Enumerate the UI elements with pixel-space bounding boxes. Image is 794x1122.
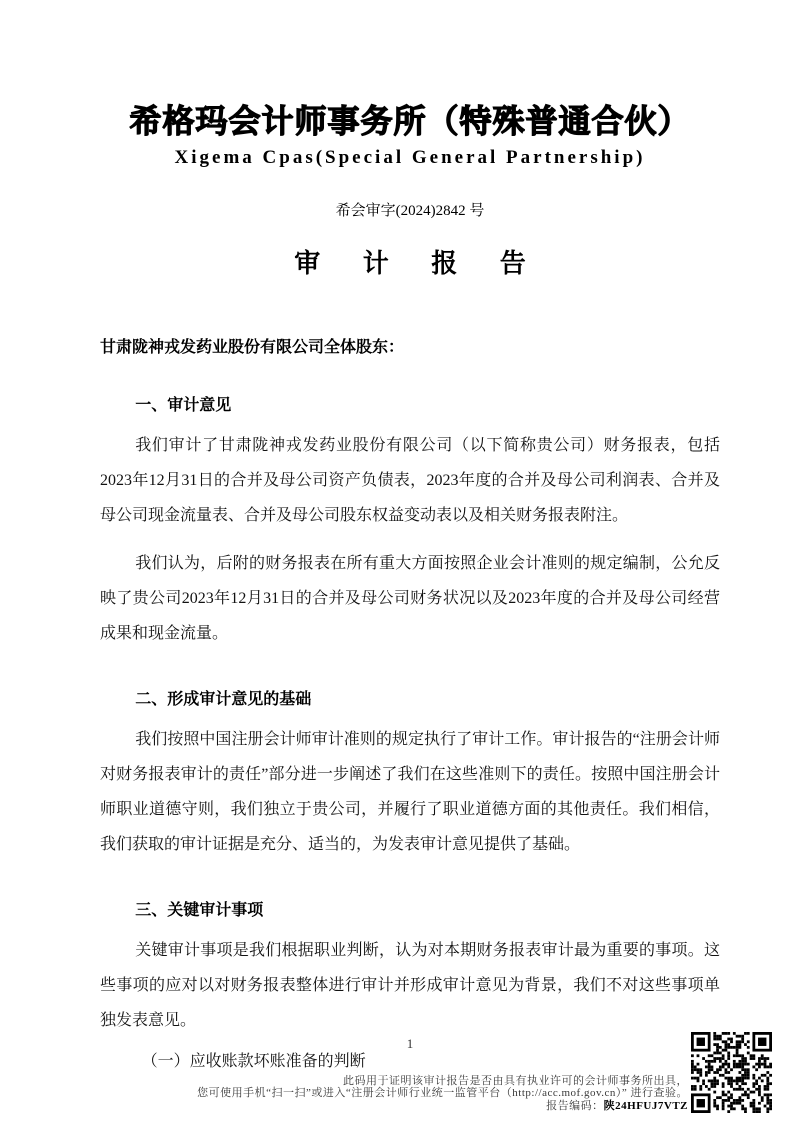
verification-note-line3 [128, 1100, 688, 1113]
paragraph-key-audit-matters: 关键审计事项是我们根据职业判断，认为对本期财务报表审计最为重要的事项。这些事项的应对以对财务报表整体进行审计并形成审计意见为背景，我们不对这些事项单独发表意见。 [100, 942, 720, 1029]
verification-note [128, 1075, 688, 1113]
page-number: 1 [406, 1036, 414, 1051]
report-code-label: 报告编码： [546, 1099, 604, 1112]
paragraph-audit-opinion-2: 我们认为，后附的财务报表在所有重大方面按照企业会计准则的规定编制，公允反映了贵公司2023年12月31日的合并及母公司财务状况以及2023年度的合并及母公司经营成果和现金流量。 [100, 555, 720, 642]
report-code-value: 陕24HFUJ7VTZ [603, 1099, 688, 1112]
report-title: 审 计 报 告 [294, 249, 544, 278]
report-reference-number: 希会审字(2024)2842 号 [335, 203, 485, 219]
qr-code-icon [691, 1032, 772, 1113]
subsection-heading-receivables-bad-debt: （一）应收账款坏账准备的判断 [141, 1053, 366, 1070]
addressee-line: 甘肃陇神戎发药业股份有限公司全体股东： [100, 339, 405, 356]
qr-code-svg [691, 1032, 772, 1113]
document-content [100, 0, 720, 1079]
firm-name-english: Xigema Cpas(Special General Partnership) [174, 147, 646, 168]
section-heading-key-audit-matters: 三、关键审计事项 [135, 902, 264, 919]
paragraph-basis-for-opinion: 我们按照中国注册会计师审计准则的规定执行了审计工作。审计报告的“注册会计师对财务报表审计的责任”部分进一步阐述了我们在这些准则下的责任。按照中国注册会计师职业道德守则，我们独立于贵公司，并履行了职业道德方面的其他责任。我们相信，我们获取的审计证据是充分、适当的，为发表审计意见提供了基础。 [100, 731, 720, 853]
section-heading-basis-for-opinion: 二、形成审计意见的基础 [135, 691, 312, 708]
verification-note-line1: 此码用于证明该审计报告是否由具有执业许可的会计师事务所出具， [343, 1074, 688, 1087]
section-heading-audit-opinion: 一、审计意见 [135, 397, 232, 414]
paragraph-audit-opinion-1: 我们审计了甘肃陇神戎发药业股份有限公司（以下简称贵公司）财务报表，包括2023年12月31日的合并及母公司资产负债表，2023年度的合并及母公司利润表、合并及母公司现金流量表、合并及母公司股东权益变动表以及相关财务报表附注。 [100, 437, 720, 524]
firm-name-chinese: 希格玛会计师事务所（特殊普通合伙） [129, 103, 691, 139]
verification-note-line2: 您可使用手机“扫一扫”或进入“注册会计师行业统一监管平台（http://acc.mof.gov.cn）” 进行查验。 [197, 1087, 688, 1099]
